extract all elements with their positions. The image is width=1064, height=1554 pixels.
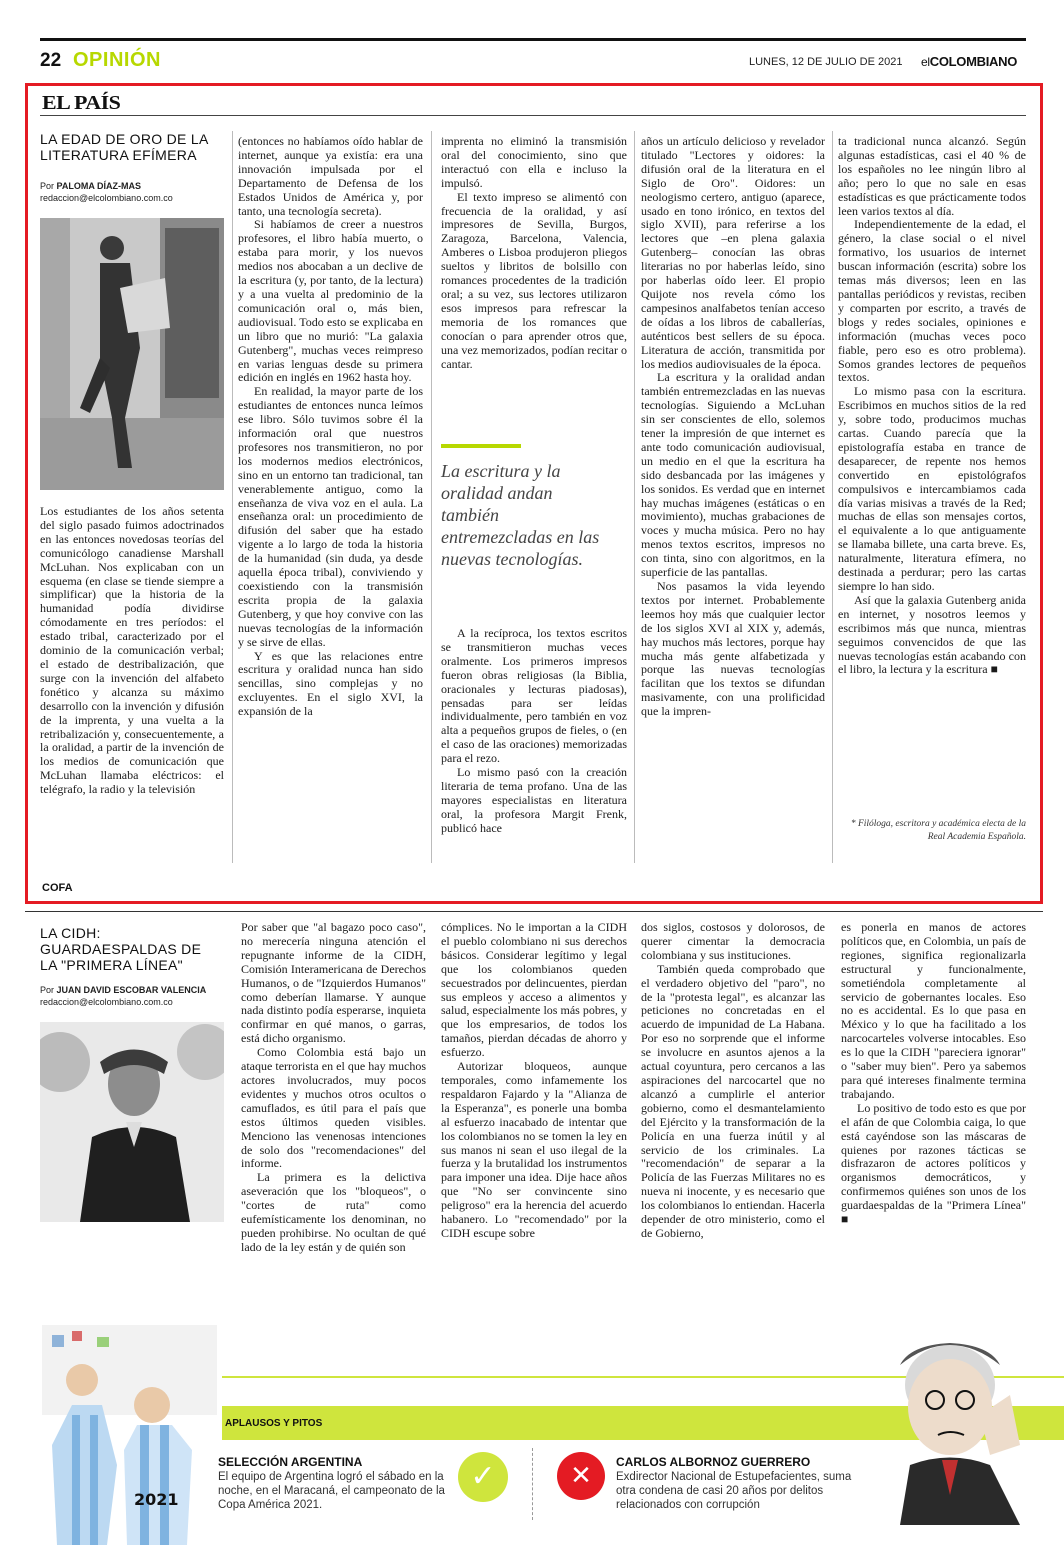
author-footnote: * Filóloga, escritora y académica electa de la Real Academia Española.	[850, 819, 1026, 842]
jeer-name: CARLOS ALBORNOZ GUERRERO	[616, 1455, 811, 1469]
check-icon: ✓	[458, 1452, 508, 1502]
article-column-2: Por saber que "al bagazo poco caso", no merecería ninguna atención el repugnante informe de la CIDH, Comisión Interamericana de Derechos Humanos, o de "Izquierdos Humanos" como deberían llamarse. Y aunque nada distinto podía esperarse, inquieta confirmar en qué manos, o garras, está dicho organismo. Como Colombia está bajo un ataque terrorista en el que hay muchos actores involucrados, muy pocos evidentes y muchos otros ocultos o camuflados, es útil para el país que estos últimos queden visibles. Menciono las venenosas intenciones de solo dos "recomendaciones" del informe. La primera es la delictiva aseveración que los "bloqueos", o "cortes de ruta" como eufemísticamente los denominan, no pueden prohibirse. No ocultan de qué lado de la ley están y de quién son	[241, 920, 426, 1254]
author-photo	[40, 1022, 224, 1222]
close-icon: ✕	[557, 1452, 605, 1500]
article-column-1: Los estudiantes de los años setenta del siglo pasado fuimos adoctrinados en las entonces novedosas teorías del comunicólogo canadiense Marshall McLuhan. Nos explicaban con un esquema (en clase se tiende siempre a simplificar) que la historia de la humanidad podía dividirse cómodamente en tres períodos: el estado tribal, caracterizado por el dominio de la comunicación verbal; el estado de destribalización, que surge con la invención del alfabeto fonético y alcanza su máximo desarrollo con la invención y difusión de la imprenta, y una vuelta a la retribalización y, consecuentemente, a la oralidad, a partir de la invención de los medios de comunicación que McLuhan llamaba eléctricos: el telégrafo, la radio y la televisión	[40, 504, 224, 797]
article-column-2: (entonces no habíamos oído hablar de internet, aunque ya existía: era una innovación impulsada por el Departamento de Defensa de los Estados Unidos de América y, por tanto, una tecnología secreta). Si habíamos de creer a nuestros profesores, el libro había muerto, o estaba para morir, y los nuevos medios nos abocaban a un declive de la escritura (y, por tanto, de la lectura) y a una vuelta al predominio de la comunicación oral o, más bien, audiovisual. Todo esto se explicaba en un libro que no murió: "La galaxia Gutenberg", muchas veces reimpreso en varias lenguas desde su primera edición en inglés en 1962 hasta hoy. En realidad, la mayor parte de los estudiantes de entonces nunca leímos ese libro. Sólo tuvimos sobre él la información oral que nuestros profesores nos transmitieron, no por los modernos medios electrónicos, sino en un entorno tan tradicional, tan venerablemente antiguo, como la enseñanza de viva voz en el aula. La enseñanza oral: un procedimiento de difusión del saber que ha estado vigente a lo largo de toda la historia de la humanidad (sin duda, ya desde aquella época tribal), conviviendo y coexistiendo con la transmisión escrita propia de la galaxia Gutenberg, y que hoy convive con las nuevas tecnologías de la información y se sirve de ellas. Y es que las relaciones entre escritura y oralidad nunca han sido sencillas, sino complejas y no excluyentes. En el siglo XVI, la expansión de la	[238, 134, 423, 719]
jeer-description: Exdirector Nacional de Estupefacientes, suma otra condena de casi 20 años por delitos relacionados con corrupción	[616, 1471, 852, 1511]
issue-date: LUNES, 12 DE JULIO DE 2021	[749, 56, 903, 68]
divider	[532, 1448, 533, 1520]
illustration-credit: COFA	[42, 882, 73, 894]
divider	[40, 115, 1026, 116]
byline: Por PALOMA DÍAZ-MAS redaccion@elcolombiano.com.co	[40, 181, 173, 203]
article-column-4: dos siglos, costosos y dolorosos, de querer cimentar la democracia colombiana y sus instituciones. También queda comprobado que el verdadero objetivo del "paro", no de la "protesta legal", es alcanzar las peticiones no concretadas en el acuerdo de impunidad de La Habana. Por eso no sorprende que el informe se involucre en asuntos ajenos a la actual coyuntura, pero cercanos a las aspiraciones del narcocartel que no alcanzó a cumplirle el anterior gobierno, como el desmantelamiento del Ejército y la transformación de la Policía en una fuerza inútil y al servicio de los criminales. La "recomendación" de separar a la Policía de las Fuerzas Militares no es nueva ni inocente, y es necesario que los colombianos lo entiendan. Hacerla depender de otro ministerio, como el de Gobierno,	[641, 920, 825, 1240]
article-column-3: cómplices. No le importan a la CIDH el pueblo colombiano ni sus derechos básicos. Considerar legítimo y legal que los colombianos queden secuestrados por delincuentes, pierdan sus empleos y acceso a alimentos y salud, especialmente los más pobres, y que los empresarios, de todos los tamaños, pierdan décadas de ahorro y esfuerzo. Autorizar bloqueos, aunque temporales, como infamemente los respaldaron Fajardo y la "Alianza de la Esperanza", es ponerle una bomba al esfuerzo inacabado de intentar que los colombianos no se tomen la ley en sus manos ni sean el uso ilegal de la fuerza y la brutalidad los instrumentos para imponer una idea. Dije hace años que "No ser convincente sino peligroso" era la herencia del acuerdo habanero. Lo "recomendado" por la CIDH escupe sobre	[441, 920, 627, 1240]
article-headline: LA EDAD DE ORO DE LA LITERATURA EFÍMERA	[40, 131, 209, 163]
article-column-3b: A la recíproca, los textos escritos se transmitieron muchas veces oralmente. Los primeros impresos fueron obras religiosas (la Biblia, oracionales y lecturas piadosas), pensadas para ser leídas individualmente, pero también en voz alta a pequeños grupos de fieles, o (en el caso de las oraciones) memorizadas para el rezo. Lo mismo pasó con la creación literaria de tema profano. Una de las mayores especialistas en literatura oral, la profesora Margit Frenk, publicó hace	[441, 626, 627, 835]
pullquote-accent	[441, 444, 521, 448]
author-email: redaccion@elcolombiano.com.co	[40, 193, 173, 203]
applause-name: SELECCIÓN ARGENTINA	[218, 1455, 363, 1469]
article-column-3a: imprenta no eliminó la transmisión oral del conocimiento, sino que interactuó con ella e incluso la impulsó. El texto impreso se alimentó con frecuencia de la oralidad, y así impresores de Sevilla, Burgos, Zaragoza, Barcelona, Valencia, Amberes o Lisboa produjeron pliegos sueltos y libritos de bolsillo con romances procedentes de la tradición oral; a su vez, sus lectores utilizaron esos impresos para refrescar la memoria de los romances que conocían o para aprender otros que, una vez memorizados, podían recitar o cantar.	[441, 134, 627, 371]
byline: Por JUAN DAVID ESCOBAR VALENCIA redaccion@elcolombiano.com.co	[40, 985, 207, 1007]
page-number: 22	[40, 50, 62, 71]
header-rule	[40, 38, 1026, 41]
article-column-5: ta tradicional nunca alcanzó. Según algunas estadísticas, casi el 40 % de los españoles no lee ningún libro al año; pero lo que no sale en esas estadísticas es que prácticamente todos leen varios textos al día. Independientemente de la edad, el género, la clase social o el nivel formativo, los usuarios de internet buscan información (escrita) sobre los temas más diversos; leen en las pantallas periódicos y revistas, reciben y comparten por escrito, a través de blogs y redes sociales, opiniones e información (muchas veces poco fiable, pero eso es otro problema). Somos grandes lectores de pequeños textos. Lo mismo pasa con la escritura. Escribimos en muchos sitios de la red y, sobre todo, producimos muchas cartas. Cuando parecía que la epistolografía estaba en trance de desaparecer, de repente nos hemos convertido en epistológrafos compulsivos e intercambiamos cada día varias misivas a través de la Red; muchas de ellas son mensajes cortos, el equivalente a lo que antiguamente se llamaba billete, una carta breve. Es, naturalmente, literatura efímera, no destinada a perdurar; pero las cartas siempre lo han sido. Así que la galaxia Gutenberg anida en internet, y nosotros leemos y escribimos más que nunca, mientras seguimos convencidos de que las nuevas tecnologías están acabando con el libro, la lectura y la escritura ■	[838, 134, 1026, 677]
section-title: OPINIÓN	[73, 49, 161, 71]
jersey-number: 2021	[134, 1490, 179, 1509]
column-rule	[232, 131, 233, 863]
source-logo: EL PAÍS	[42, 92, 121, 114]
article-column-4: años un artículo delicioso y revelador titulado "Lectores y oidores: la difusión oral de la literatura en el Siglo de Oro". Oidores: un neologismo certero, antiguo (aparece, usado en tono irónico, en textos del siglo XVII), para referirse a los lectores que –en plena galaxia Gutenberg– conocían las obras literarias no por haberlas leído, sino por haberlas oído leer. El propio Quijote nos revela cómo los campesinos analfabetos tenían acceso de oídas a los libros de caballerías, auténticos best sellers de su época. Literatura de acción, transmitida por los medios audiovisuales de la época. La escritura y la oralidad andan también entremezcladas en las nuevas tecnologías. Siguiendo a McLuhan sin ser conscientes de ello, solemos tener la impresión de que internet es ante todo comunicación audiovisual, un medio en el que la escritura ha sido desbancada por las imágenes y los sonidos. Es verdad que en internet hay muchas imágenes (estáticas o en movimiento), muchas grabaciones de voces y mucha música. Pero no hay menos textos escritos, impresos no con tinta, sino con algoritmos, en la superficie de las pantallas. Nos pasamos la vida leyendo textos por internet. Probablemente leemos hoy más que cualquier lector de los siglos XVI al XIX y, además, hay muchos más lectores, porque hay mucha más gente alfabetizada y porque las nuevas tecnologías facilitan que los textos se difundan masivamente, con una prolificidad que la impren-	[641, 134, 825, 719]
statue-photo	[40, 218, 224, 490]
newspaper-logo: elCOLOMBIANO	[921, 54, 1018, 69]
column-rule	[431, 131, 432, 863]
pullquote: La escritura y la oralidad andan también entremezcladas en las nuevas tecnologías.	[441, 461, 600, 569]
albornoz-caricature	[880, 1325, 1040, 1525]
article-column-5: es ponerla en manos de actores políticos que, en Colombia, un país de regiones, significa regionalizarla estructural y funcionalmente, sometiéndola completamente al servicio de gobernantes locales. Eso no es accidental. Es lo que pasa en México y lo que ha facilitado a los narcocarteles volverse intocables. Eso es lo que la CIDH "pareciera ignorar" o "saber muy bien". Pero ya sabemos para qué intereses finalmente termina trabajando. Lo positivo de todo esto es que por el afán de que Colombia caiga, lo que está cayéndose son las máscaras de quienes por razones tácticas se disfrazaron de actores políticos y organismos democráticos, y confirmemos quiénes son unos de los guardaespaldas de la "Primera Línea" ■	[841, 920, 1026, 1227]
section-divider	[25, 911, 1043, 912]
aplausos-title: APLAUSOS Y PITOS	[225, 1418, 323, 1429]
author-email: redaccion@elcolombiano.com.co	[40, 997, 173, 1007]
column-rule	[634, 131, 635, 863]
column-rule	[832, 131, 833, 863]
argentina-cartoon	[42, 1325, 217, 1545]
article-headline: LA CIDH: GUARDAESPALDAS DE LA "PRIMERA LÍNEA"	[40, 925, 202, 973]
applause-description: El equipo de Argentina logró el sábado en la noche, en el Maracaná, el campeonato de la Copa América 2021.	[218, 1471, 445, 1511]
